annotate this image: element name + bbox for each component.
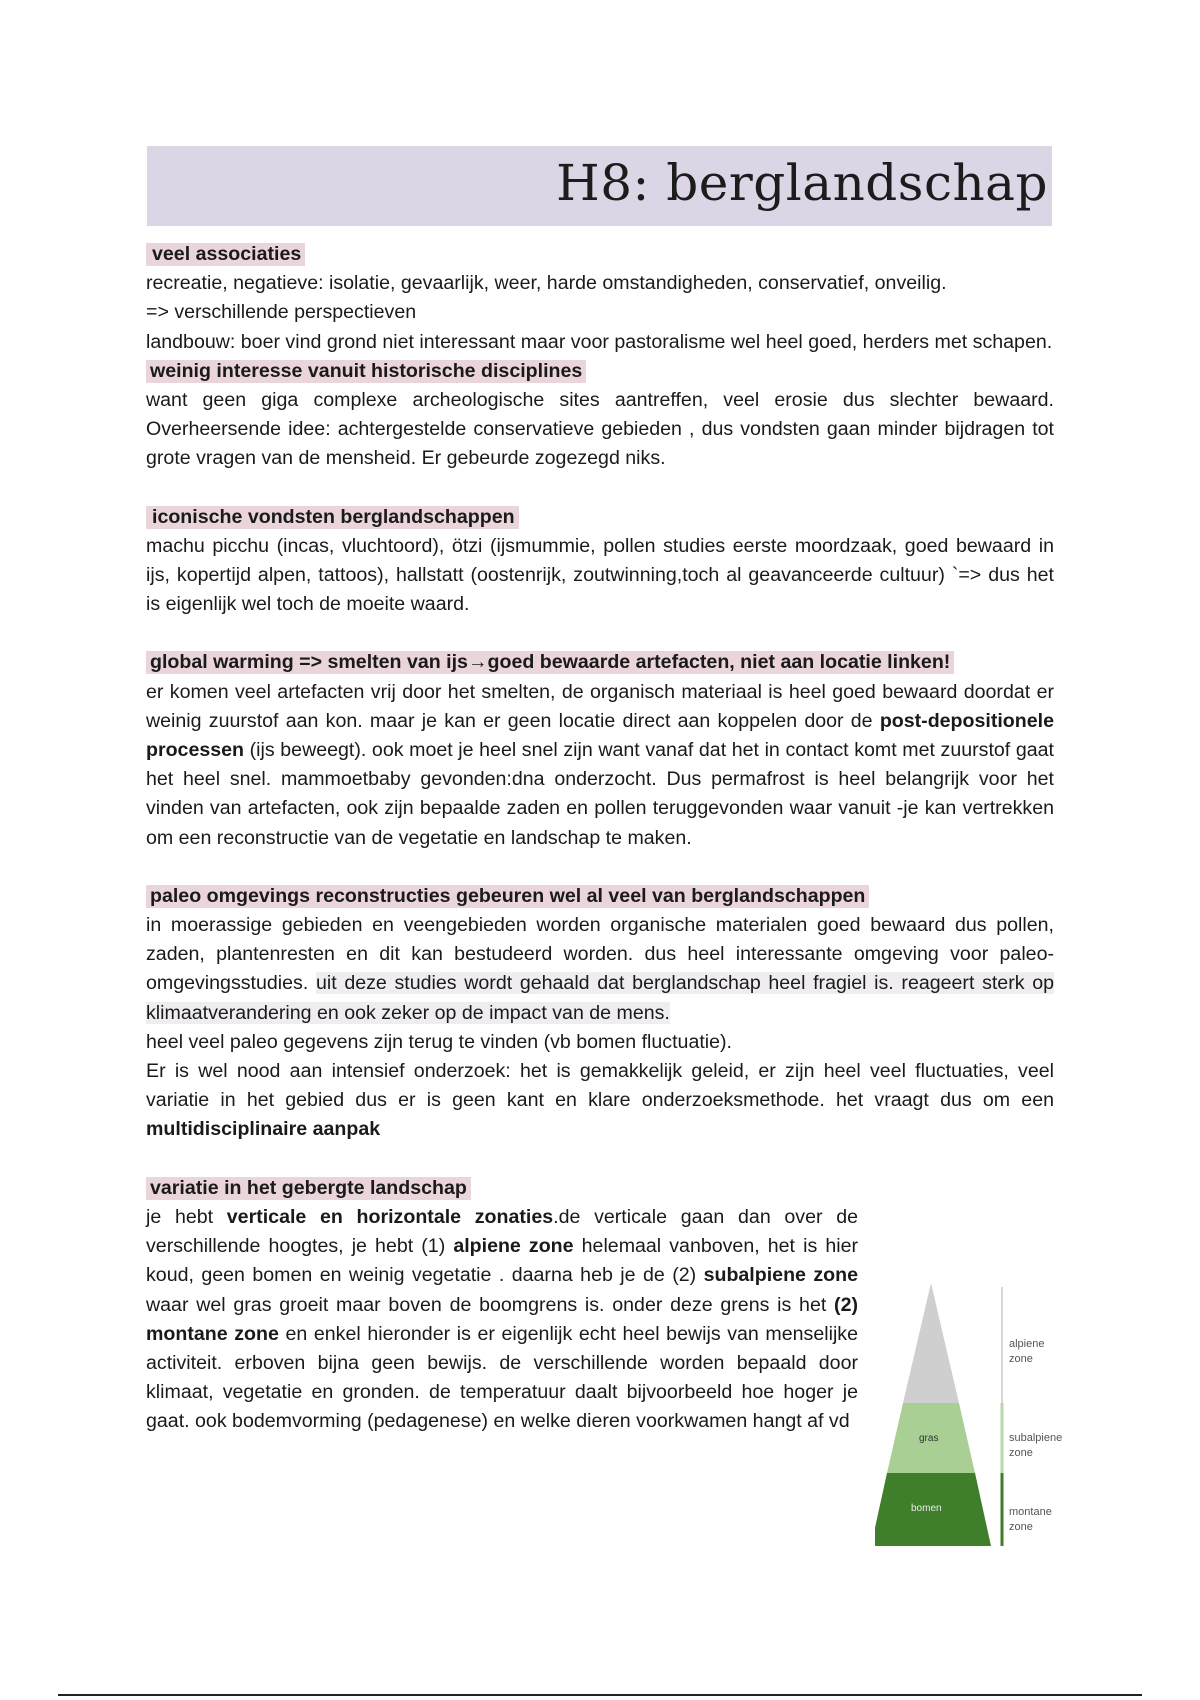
band-label-gras: gras: [919, 1433, 939, 1444]
bold-term: (2) montane zone: [146, 1293, 858, 1345]
highlighted-text: uit deze studies wordt gehaald dat berglandschap heel fragiel is. reageert sterk op klimaatverandering en ook zeker op de impact van de mens.: [146, 972, 1054, 1024]
zone-label-alpine: alpiene zone: [1009, 1338, 1045, 1365]
section-heading: veel associaties: [146, 240, 1054, 269]
section-heading: global warming => smelten van ijs→goed bewaarde artefacten, niet aan locatie linken!: [146, 648, 1054, 677]
title-banner: [147, 146, 1052, 226]
page-title: H8: berglandschap: [556, 154, 1048, 212]
paragraph: er komen veel artefacten vrij door het smelten, de organisch materiaal is heel goed bewaard doordat er weinig zuurstof aan kon. maar je kan er geen locatie direct aan koppelen door de post-depositionele processen (ijs beweegt). ook moet je heel snel zijn want vanaf dat het in contact komt met zuurstof gaat het heel snel. mammoetbaby gevonden:dna onderzocht. Dus permafrost is heel belangrijk voor het vinden van artefacten, ook zijn bepaalde zaden en pollen teruggevonden waar vanuit -je kan vertrekken om een reconstructie van de vegetatie en landschap te maken.: [146, 680, 1054, 849]
paragraph: want geen giga complexe archeologische sites aantreffen, veel erosie dus slechter bewaard. Overheersende idee: achtergestelde conservatieve gebieden , dus vondsten gaan minder bijdragen tot grote vragen van de mensheid. Er gebeurde zogezegd niks.: [146, 389, 1054, 470]
paragraph: landbouw: boer vind grond niet interessant maar voor pastoralisme wel heel goed, herders met schapen.: [146, 330, 1053, 353]
section-heading: paleo omgevings reconstructies gebeuren wel al veel van berglandschappen: [146, 882, 1054, 911]
paragraph: in moerassige gebieden en veengebieden worden organische materialen goed bewaard dus pollen, zaden, plantenresten en dit kan bestudeerd worden. dus heel interessante omgeving voor paleo-omgevingsstudies. uit deze studies wordt gehaald dat berglandschap heel fragiel is. reageert sterk op klimaatverandering en ook zeker op de impact van de mens.: [146, 914, 1054, 1024]
zone-label-subalpine: subalpiene zone: [1009, 1432, 1063, 1459]
document-body: [146, 240, 1054, 1437]
footer-divider: [58, 1694, 1142, 1696]
section-heading: weinig interesse vanuit historische disciplines: [146, 357, 1054, 386]
bold-term: verticale en horizontale zonaties: [226, 1205, 554, 1228]
paragraph: machu picchu (incas, vluchtoord), ötzi (ijsmummie, pollen studies eerste moordzaak, goed bewaard in ijs, kopertijd alpen, tattoos), hallstatt (oostenrijk, zoutwinning,toch al geavanceerde cultuur) `=> dus het is eigenlijk wel toch de moeite waard.: [146, 534, 1054, 616]
zonation-pyramid-figure: [875, 1283, 1075, 1553]
bold-term: post-depositionele processen: [146, 709, 1054, 762]
section-heading: variatie in het gebergte landschap: [146, 1174, 1054, 1203]
paragraph: heel veel paleo gegevens zijn terug te vinden (vb bomen fluctuatie).: [146, 1030, 733, 1053]
bold-term: alpiene zone: [453, 1235, 574, 1258]
paragraph: je hebt verticale en horizontale zonaties.de verticale gaan dan over de verschillende hoogtes, je hebt (1) alpiene zone helemaal vanboven, het is hier koud, geen bomen en weinig vegetatie . daarna heb je de (2) subalpiene zone waar wel gras groeit maar boven de boomgrens is. onder deze grens is het (2) montane zone en enkel hieronder is er eigenlijk echt heel bewijs van menselijke activiteit. erboven bijna geen bewijs. de verschillende worden bepaald door klimaat, vegetatie en gronden. de temperatuur daalt bijvoorbeeld hoe hoger je gaat. ook bodemvorming (pedagenese) en welke dieren voorkwamen hangt af vd: [146, 1205, 859, 1433]
paragraph: Er is wel nood aan intensief onderzoek: het is gemakkelijk geleid, er zijn heel veel fluctuaties, veel variatie in het gebied dus er is geen kant en klare onderzoeksmethode. het vraagt dus om een multidisciplinaire aanpak: [146, 1060, 1054, 1141]
alpine-zone-band: [903, 1283, 959, 1403]
band-label-bomen: bomen: [911, 1503, 942, 1514]
bold-term: multidisciplinaire aanpak: [146, 1118, 381, 1141]
section-heading: iconische vondsten berglandschappen: [146, 503, 1054, 532]
paragraph: recreatie, negatieve: isolatie, gevaarlijk, weer, harde omstandigheden, conservatief, onveilig.: [146, 272, 947, 295]
zone-label-montane: montane zone: [1009, 1506, 1052, 1533]
bold-term: subalpiene zone: [703, 1264, 858, 1287]
paragraph: => verschillende perspectieven: [146, 301, 417, 324]
